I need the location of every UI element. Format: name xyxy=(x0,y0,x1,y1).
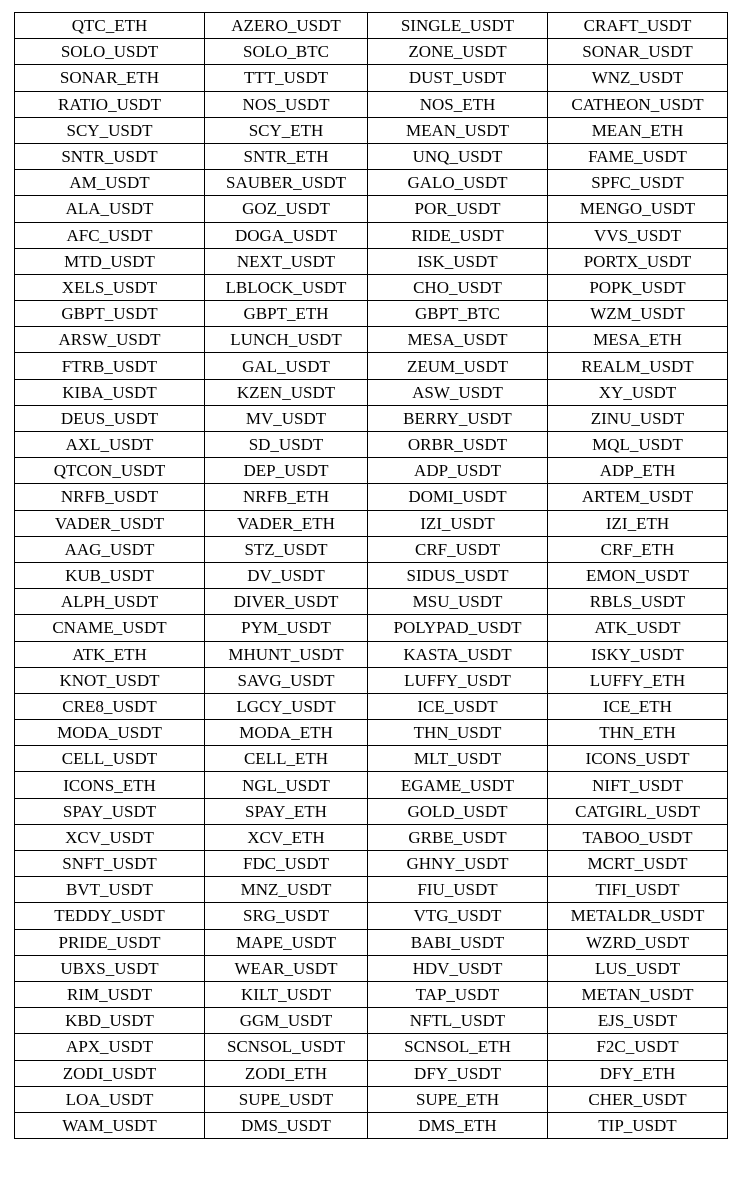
table-cell: DV_USDT xyxy=(205,562,368,588)
table-cell: THN_ETH xyxy=(548,720,728,746)
table-cell: SCNSOL_ETH xyxy=(368,1034,548,1060)
table-row xyxy=(15,432,728,458)
table-cell: SRG_USDT xyxy=(205,903,368,929)
table-cell: ISK_USDT xyxy=(368,248,548,274)
table-cell: GOZ_USDT xyxy=(205,196,368,222)
table-cell: ATK_ETH xyxy=(15,641,205,667)
table-cell: ASW_USDT xyxy=(368,379,548,405)
table-cell: XY_USDT xyxy=(548,379,728,405)
table-row xyxy=(15,746,728,772)
table-cell: AXL_USDT xyxy=(15,432,205,458)
table-cell: ORBR_USDT xyxy=(368,432,548,458)
table-cell: ZONE_USDT xyxy=(368,39,548,65)
table-cell: AAG_USDT xyxy=(15,536,205,562)
table-cell: FIU_USDT xyxy=(368,877,548,903)
table-cell: ADP_USDT xyxy=(368,458,548,484)
table-cell: DEUS_USDT xyxy=(15,405,205,431)
table-cell: CRF_USDT xyxy=(368,536,548,562)
table-cell: WZM_USDT xyxy=(548,301,728,327)
table-cell: QTC_ETH xyxy=(15,13,205,39)
table-cell: SNFT_USDT xyxy=(15,851,205,877)
table-cell: MQL_USDT xyxy=(548,432,728,458)
table-cell: MSU_USDT xyxy=(368,589,548,615)
table-cell: TIFI_USDT xyxy=(548,877,728,903)
table-row xyxy=(15,117,728,143)
table-cell: VADER_USDT xyxy=(15,510,205,536)
table-row xyxy=(15,981,728,1007)
table-cell: PYM_USDT xyxy=(205,615,368,641)
table-cell: ISKY_USDT xyxy=(548,641,728,667)
table-cell: LUS_USDT xyxy=(548,955,728,981)
table-cell: SCY_ETH xyxy=(205,117,368,143)
table-cell: KIBA_USDT xyxy=(15,379,205,405)
table-cell: MHUNT_USDT xyxy=(205,641,368,667)
table-cell: STZ_USDT xyxy=(205,536,368,562)
table-cell: KUB_USDT xyxy=(15,562,205,588)
table-cell: RBLS_USDT xyxy=(548,589,728,615)
table-row xyxy=(15,484,728,510)
table-cell: NFTL_USDT xyxy=(368,1008,548,1034)
table-row xyxy=(15,720,728,746)
document-page xyxy=(14,12,727,1139)
table-cell: GHNY_USDT xyxy=(368,851,548,877)
table-cell: GBPT_ETH xyxy=(205,301,368,327)
table-cell: CHER_USDT xyxy=(548,1086,728,1112)
table-row xyxy=(15,1034,728,1060)
table-cell: IZI_USDT xyxy=(368,510,548,536)
table-row xyxy=(15,1008,728,1034)
table-cell: MESA_ETH xyxy=(548,327,728,353)
table-row xyxy=(15,274,728,300)
table-cell: SINGLE_USDT xyxy=(368,13,548,39)
table-row xyxy=(15,693,728,719)
table-cell: ARSW_USDT xyxy=(15,327,205,353)
table-cell: ADP_ETH xyxy=(548,458,728,484)
table-cell: SCY_USDT xyxy=(15,117,205,143)
table-cell: SPFC_USDT xyxy=(548,170,728,196)
table-cell: KZEN_USDT xyxy=(205,379,368,405)
table-cell: SOLO_USDT xyxy=(15,39,205,65)
table-cell: XCV_USDT xyxy=(15,824,205,850)
table-cell: BERRY_USDT xyxy=(368,405,548,431)
trading-pairs-table xyxy=(14,12,728,1139)
table-cell: HDV_USDT xyxy=(368,955,548,981)
table-cell: CRAFT_USDT xyxy=(548,13,728,39)
table-cell: SIDUS_USDT xyxy=(368,562,548,588)
table-cell: ICONS_ETH xyxy=(15,772,205,798)
table-cell: SNTR_ETH xyxy=(205,143,368,169)
table-cell: GGM_USDT xyxy=(205,1008,368,1034)
table-cell: MEAN_USDT xyxy=(368,117,548,143)
table-cell: FTRB_USDT xyxy=(15,353,205,379)
table-cell: POLYPAD_USDT xyxy=(368,615,548,641)
table-cell: AM_USDT xyxy=(15,170,205,196)
table-cell: MODA_ETH xyxy=(205,720,368,746)
table-cell: DOGA_USDT xyxy=(205,222,368,248)
table-cell: MV_USDT xyxy=(205,405,368,431)
table-cell: POPK_USDT xyxy=(548,274,728,300)
table-cell: NEXT_USDT xyxy=(205,248,368,274)
table-cell: APX_USDT xyxy=(15,1034,205,1060)
table-row xyxy=(15,405,728,431)
table-row xyxy=(15,929,728,955)
table-cell: NGL_USDT xyxy=(205,772,368,798)
table-cell: NIFT_USDT xyxy=(548,772,728,798)
table-row xyxy=(15,798,728,824)
table-row xyxy=(15,851,728,877)
table-row xyxy=(15,248,728,274)
table-cell: LOA_USDT xyxy=(15,1086,205,1112)
table-cell: WZRD_USDT xyxy=(548,929,728,955)
table-row xyxy=(15,170,728,196)
table-cell: MEAN_ETH xyxy=(548,117,728,143)
table-row xyxy=(15,458,728,484)
table-cell: KBD_USDT xyxy=(15,1008,205,1034)
table-cell: VVS_USDT xyxy=(548,222,728,248)
table-cell: SCNSOL_USDT xyxy=(205,1034,368,1060)
table-cell: KILT_USDT xyxy=(205,981,368,1007)
table-row xyxy=(15,196,728,222)
table-cell: PORTX_USDT xyxy=(548,248,728,274)
trading-pairs-table-body xyxy=(15,13,728,1139)
table-row xyxy=(15,13,728,39)
table-cell: DIVER_USDT xyxy=(205,589,368,615)
table-cell: NRFB_ETH xyxy=(205,484,368,510)
table-cell: MNZ_USDT xyxy=(205,877,368,903)
table-cell: GRBE_USDT xyxy=(368,824,548,850)
table-cell: SONAR_ETH xyxy=(15,65,205,91)
table-cell: GALO_USDT xyxy=(368,170,548,196)
table-cell: EJS_USDT xyxy=(548,1008,728,1034)
table-cell: MENGO_USDT xyxy=(548,196,728,222)
table-cell: KNOT_USDT xyxy=(15,667,205,693)
table-cell: ICE_USDT xyxy=(368,693,548,719)
table-cell: POR_USDT xyxy=(368,196,548,222)
table-row xyxy=(15,615,728,641)
table-cell: DMS_USDT xyxy=(205,1112,368,1138)
table-cell: SONAR_USDT xyxy=(548,39,728,65)
table-cell: RIM_USDT xyxy=(15,981,205,1007)
table-row xyxy=(15,379,728,405)
table-cell: ICE_ETH xyxy=(548,693,728,719)
table-cell: MTD_USDT xyxy=(15,248,205,274)
table-cell: IZI_ETH xyxy=(548,510,728,536)
table-cell: DEP_USDT xyxy=(205,458,368,484)
table-cell: GAL_USDT xyxy=(205,353,368,379)
table-cell: MAPE_USDT xyxy=(205,929,368,955)
table-cell: CELL_ETH xyxy=(205,746,368,772)
table-cell: SPAY_ETH xyxy=(205,798,368,824)
table-row xyxy=(15,510,728,536)
table-row xyxy=(15,903,728,929)
table-row xyxy=(15,589,728,615)
table-cell: NRFB_USDT xyxy=(15,484,205,510)
table-cell: XCV_ETH xyxy=(205,824,368,850)
table-cell: CELL_USDT xyxy=(15,746,205,772)
table-row xyxy=(15,353,728,379)
table-cell: TABOO_USDT xyxy=(548,824,728,850)
table-row xyxy=(15,222,728,248)
table-cell: TAP_USDT xyxy=(368,981,548,1007)
table-cell: BVT_USDT xyxy=(15,877,205,903)
table-cell: BABI_USDT xyxy=(368,929,548,955)
table-row xyxy=(15,91,728,117)
table-row xyxy=(15,143,728,169)
table-cell: SUPE_USDT xyxy=(205,1086,368,1112)
table-cell: AFC_USDT xyxy=(15,222,205,248)
table-cell: EMON_USDT xyxy=(548,562,728,588)
table-cell: ATK_USDT xyxy=(548,615,728,641)
table-cell: KASTA_USDT xyxy=(368,641,548,667)
table-cell: MCRT_USDT xyxy=(548,851,728,877)
table-row xyxy=(15,1060,728,1086)
table-cell: REALM_USDT xyxy=(548,353,728,379)
table-cell: WNZ_USDT xyxy=(548,65,728,91)
table-cell: LUFFY_ETH xyxy=(548,667,728,693)
table-row xyxy=(15,39,728,65)
table-cell: FAME_USDT xyxy=(548,143,728,169)
table-cell: GBPT_USDT xyxy=(15,301,205,327)
table-cell: MLT_USDT xyxy=(368,746,548,772)
table-cell: CRF_ETH xyxy=(548,536,728,562)
table-cell: UBXS_USDT xyxy=(15,955,205,981)
table-cell: DFY_ETH xyxy=(548,1060,728,1086)
table-cell: DOMI_USDT xyxy=(368,484,548,510)
table-cell: CNAME_USDT xyxy=(15,615,205,641)
table-row xyxy=(15,536,728,562)
table-cell: DUST_USDT xyxy=(368,65,548,91)
table-cell: PRIDE_USDT xyxy=(15,929,205,955)
table-cell: ZINU_USDT xyxy=(548,405,728,431)
table-row xyxy=(15,824,728,850)
table-cell: LBLOCK_USDT xyxy=(205,274,368,300)
table-row xyxy=(15,877,728,903)
table-cell: MODA_USDT xyxy=(15,720,205,746)
table-cell: TEDDY_USDT xyxy=(15,903,205,929)
table-cell: WEAR_USDT xyxy=(205,955,368,981)
table-cell: NOS_ETH xyxy=(368,91,548,117)
table-cell: ARTEM_USDT xyxy=(548,484,728,510)
table-row xyxy=(15,562,728,588)
table-cell: SD_USDT xyxy=(205,432,368,458)
table-cell: ZODI_USDT xyxy=(15,1060,205,1086)
table-cell: LUFFY_USDT xyxy=(368,667,548,693)
table-cell: DFY_USDT xyxy=(368,1060,548,1086)
table-cell: XELS_USDT xyxy=(15,274,205,300)
table-cell: GBPT_BTC xyxy=(368,301,548,327)
table-cell: RIDE_USDT xyxy=(368,222,548,248)
table-cell: UNQ_USDT xyxy=(368,143,548,169)
table-cell: VADER_ETH xyxy=(205,510,368,536)
table-cell: ALPH_USDT xyxy=(15,589,205,615)
table-row xyxy=(15,641,728,667)
table-cell: MESA_USDT xyxy=(368,327,548,353)
table-cell: ZODI_ETH xyxy=(205,1060,368,1086)
table-row xyxy=(15,65,728,91)
table-cell: EGAME_USDT xyxy=(368,772,548,798)
table-cell: METAN_USDT xyxy=(548,981,728,1007)
table-cell: THN_USDT xyxy=(368,720,548,746)
table-row xyxy=(15,301,728,327)
table-cell: ALA_USDT xyxy=(15,196,205,222)
table-row xyxy=(15,955,728,981)
table-cell: SAVG_USDT xyxy=(205,667,368,693)
table-cell: LGCY_USDT xyxy=(205,693,368,719)
table-cell: ICONS_USDT xyxy=(548,746,728,772)
table-row xyxy=(15,1086,728,1112)
table-cell: FDC_USDT xyxy=(205,851,368,877)
table-row xyxy=(15,327,728,353)
table-cell: GOLD_USDT xyxy=(368,798,548,824)
table-cell: SAUBER_USDT xyxy=(205,170,368,196)
table-cell: CRE8_USDT xyxy=(15,693,205,719)
table-row xyxy=(15,772,728,798)
table-cell: RATIO_USDT xyxy=(15,91,205,117)
table-cell: TTT_USDT xyxy=(205,65,368,91)
table-cell: SUPE_ETH xyxy=(368,1086,548,1112)
table-cell: AZERO_USDT xyxy=(205,13,368,39)
table-cell: SNTR_USDT xyxy=(15,143,205,169)
table-cell: SOLO_BTC xyxy=(205,39,368,65)
table-cell: TIP_USDT xyxy=(548,1112,728,1138)
table-cell: METALDR_USDT xyxy=(548,903,728,929)
table-cell: ZEUM_USDT xyxy=(368,353,548,379)
table-cell: NOS_USDT xyxy=(205,91,368,117)
table-cell: F2C_USDT xyxy=(548,1034,728,1060)
table-row xyxy=(15,1112,728,1138)
table-cell: LUNCH_USDT xyxy=(205,327,368,353)
table-cell: CATGIRL_USDT xyxy=(548,798,728,824)
table-row xyxy=(15,667,728,693)
table-cell: WAM_USDT xyxy=(15,1112,205,1138)
table-cell: VTG_USDT xyxy=(368,903,548,929)
table-cell: SPAY_USDT xyxy=(15,798,205,824)
table-cell: DMS_ETH xyxy=(368,1112,548,1138)
table-cell: CATHEON_USDT xyxy=(548,91,728,117)
table-cell: QTCON_USDT xyxy=(15,458,205,484)
table-cell: CHO_USDT xyxy=(368,274,548,300)
